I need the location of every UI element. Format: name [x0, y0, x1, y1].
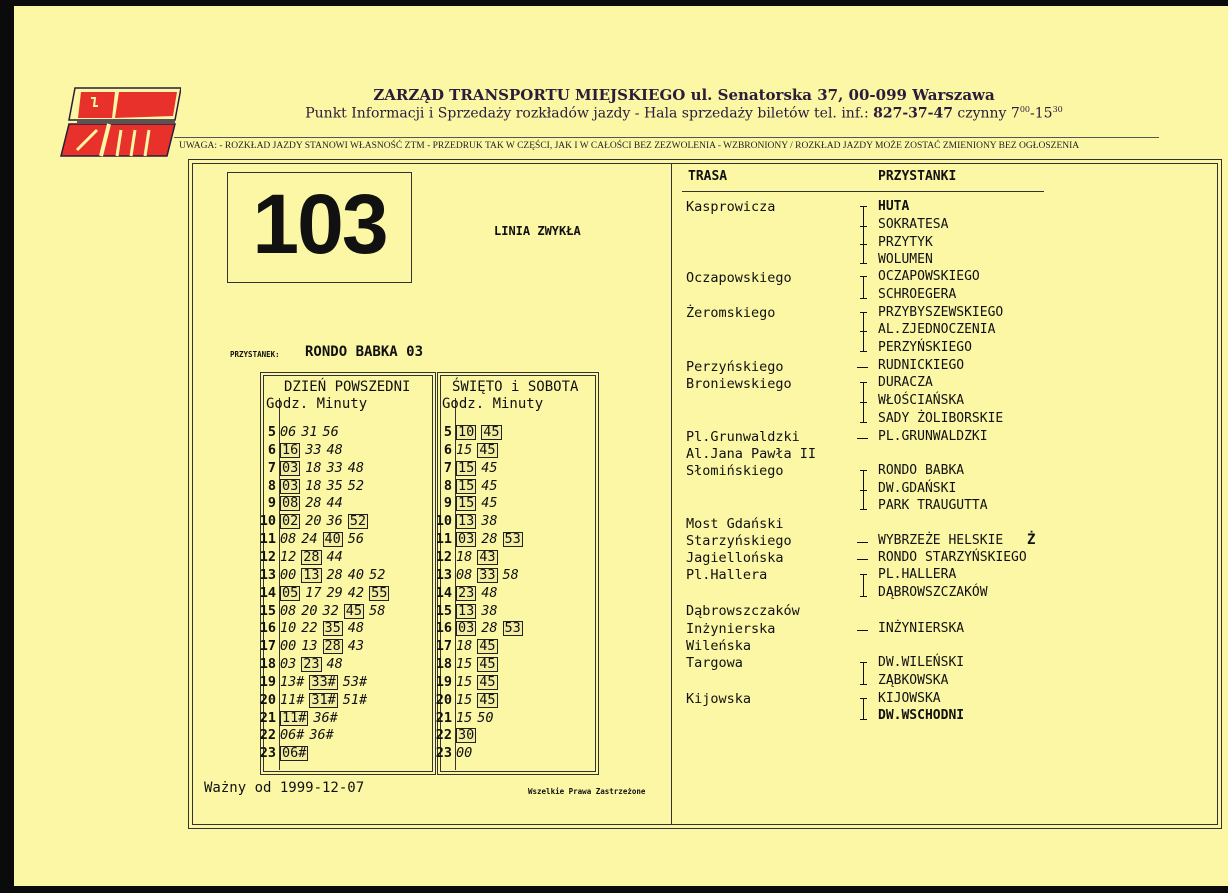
hour-label: 17	[259, 638, 276, 655]
stop-item: DĄBROWSZCZAKÓW	[878, 585, 988, 600]
stop-name: RONDO BABKA 03	[305, 344, 424, 360]
departure-minute: 06#	[280, 727, 305, 744]
warning-notice: UWAGA: - ROZKŁAD JAZDY STANOWI WŁASNOŚĆ ZTM - PRZEDRUK TAK W CZĘŚCI, JAK I W CAŁOŚCI BEZ ZEZWOLENIA - WZBRONIONY / ROZKŁAD JAZDY MOŻE ZOSTAĆ ZMIENIONY BEZ OGŁOSZENIA	[179, 141, 1080, 151]
departure-minute: 52	[369, 566, 386, 583]
route-dash	[857, 559, 868, 560]
hour-label: 19	[435, 673, 452, 690]
rights-notice: Wszelkie Prawa Zastrzeżone	[528, 787, 646, 796]
stop-item: HUTA	[878, 199, 910, 214]
hour-label: 10	[259, 513, 276, 530]
departure-minute: 56	[322, 424, 339, 440]
stop-item: AL.ZJEDNOCZENIA	[878, 322, 996, 337]
departure-minute: 44	[326, 495, 343, 512]
departure-minute: 28	[481, 620, 498, 637]
street: Kasprowicza	[686, 199, 776, 215]
stop-item: PRZYBYSZEWSKIEGO	[878, 305, 1004, 320]
route-tick	[860, 698, 867, 699]
route-bracket	[863, 574, 864, 596]
info-hours: czynny 7	[952, 105, 1020, 122]
col-przystanki: PRZYSTANKI	[878, 169, 957, 184]
hour-label: 15	[259, 602, 276, 619]
departure-minute: 11#	[282, 709, 307, 726]
route-bracket	[863, 276, 864, 298]
hour-label: 14	[435, 584, 452, 601]
hour-label: 11	[259, 531, 276, 548]
departure-minute: 23	[303, 656, 320, 673]
street: Broniewskiego	[686, 376, 792, 392]
street: Most Gdański	[686, 516, 784, 532]
frame-divider	[671, 164, 672, 824]
departure-minute: 03	[280, 656, 297, 673]
hour-row	[430, 674, 503, 690]
departure-minute: 23	[458, 584, 475, 601]
departure-minute: 15	[456, 709, 473, 726]
col-trasa: TRASA	[688, 169, 728, 184]
stop-item: DURACZA	[878, 375, 933, 390]
stop-item: OCZAPOWSKIEGO	[878, 269, 980, 284]
departure-minute: 18	[456, 548, 473, 565]
hour-row	[254, 567, 390, 583]
departure-minute: 03	[458, 531, 475, 548]
hour-label: 6	[443, 441, 452, 458]
departure-minute: 13	[301, 638, 318, 655]
departure-minute: 58	[502, 566, 519, 583]
hour-row	[254, 478, 369, 494]
stop-item: DW.GDAŃSKI	[878, 481, 957, 496]
route-tick	[860, 662, 867, 663]
departure-minute: 28	[324, 638, 341, 655]
departure-minute: 15	[456, 691, 473, 708]
route-tick	[860, 684, 867, 685]
departure-minute: 45	[479, 691, 496, 708]
stop-item: WŁOŚCIAŃSKA	[878, 393, 965, 408]
departure-minute: 00	[280, 566, 297, 583]
hour-label: 5	[267, 424, 276, 440]
stop-item: PARK TRAUGUTTA	[878, 498, 988, 513]
departure-minute: 33	[305, 441, 322, 458]
stop-item: RONDO STARZYŃSKIEGO	[878, 550, 1027, 565]
departure-minute: 32	[322, 602, 339, 619]
hour-label: 15	[435, 602, 452, 619]
timetable-sheet	[14, 6, 1228, 886]
info-hours-sup: 30	[1052, 105, 1063, 114]
stop-item: SADY ŻOLIBORSKIE	[878, 411, 1004, 426]
departure-minute: 45	[479, 441, 496, 458]
hour-row	[254, 531, 369, 547]
stop-item: ZĄBKOWSKA	[878, 673, 949, 688]
departure-minute: 17	[305, 584, 322, 601]
departure-minute: 13#	[280, 673, 305, 690]
header-title: ZARZĄD TRANSPORTU MIEJSKIEGO ul. Senatorska 37, 00-099 Warszawa	[373, 86, 995, 104]
departure-minute: 40	[324, 531, 341, 548]
departure-minute: 56	[347, 531, 365, 548]
hour-row	[254, 674, 372, 690]
departure-minute: 28	[303, 548, 320, 565]
hour-label: 21	[259, 709, 276, 726]
departure-minute: 13	[303, 566, 320, 583]
departure-minute: 45	[479, 638, 496, 655]
departure-minute: 50	[477, 709, 494, 726]
stop-item: INŻYNIERSKA	[878, 621, 965, 636]
hour-label: 8	[443, 477, 452, 494]
street: Dąbrowszczaków	[686, 603, 800, 619]
departure-minute: 31#	[311, 691, 336, 708]
hour-row	[254, 620, 369, 636]
departure-minute: 08	[280, 602, 297, 619]
departure-minute: 15	[456, 673, 473, 690]
departure-minute: 22	[301, 620, 318, 637]
departure-minute: 20	[301, 602, 318, 619]
departure-minute: 48	[326, 656, 343, 673]
departure-minute: 43	[347, 638, 365, 655]
departure-minute: 28	[326, 566, 343, 583]
hour-label: 19	[259, 673, 276, 690]
departure-minute: 06#	[282, 745, 307, 762]
hour-label: 12	[259, 548, 276, 565]
hour-row	[430, 692, 503, 708]
hour-row	[430, 495, 503, 511]
route-tick	[860, 509, 867, 510]
departure-minute: 45	[479, 656, 496, 673]
street: Kijowska	[686, 691, 752, 707]
hour-row	[254, 460, 369, 476]
stop-item: PRZYTYK	[878, 235, 933, 250]
hour-row	[430, 656, 503, 672]
departure-minute: 18	[305, 459, 322, 476]
route-tick	[860, 226, 867, 227]
departure-minute: 00	[280, 638, 297, 655]
hour-label: 23	[435, 745, 452, 762]
stop-item: RONDO BABKA	[878, 463, 965, 478]
departure-minute: 38	[481, 513, 498, 530]
header-divider	[174, 137, 1159, 138]
departure-minute: 36#	[313, 709, 338, 726]
hour-row	[430, 424, 507, 440]
departure-minute: 11#	[280, 691, 305, 708]
hour-label: 20	[435, 691, 452, 708]
route-tick	[860, 276, 867, 277]
departure-minute: 10	[458, 424, 475, 440]
hour-row	[430, 442, 503, 458]
hour-label: 11	[435, 531, 452, 548]
route-tick	[860, 596, 867, 597]
departure-minute: 52	[347, 477, 365, 494]
departure-minute: 36#	[309, 727, 334, 744]
hour-row	[430, 585, 503, 601]
weekday-title: DZIEŃ POWSZEDNI	[284, 379, 411, 395]
hour-label: 21	[435, 709, 452, 726]
hour-label: 10	[435, 513, 452, 530]
street: Targowa	[686, 655, 743, 671]
hour-label: 13	[259, 566, 276, 583]
street: Wileńska	[686, 638, 752, 654]
departure-minute: 16	[282, 441, 299, 458]
stop-item: KIJOWSKA	[878, 691, 941, 706]
route-tick	[860, 244, 867, 245]
street: Żeromskiego	[686, 305, 776, 321]
route-tick	[860, 312, 867, 313]
hour-label: 13	[435, 566, 452, 583]
ztm-logo-icon	[57, 84, 181, 158]
route-tick	[860, 206, 867, 207]
hour-row	[254, 692, 372, 708]
route-dash	[857, 438, 868, 439]
stop-item: DW.WILEŃSKI	[878, 655, 965, 670]
hour-label: 8	[267, 477, 276, 494]
street: Pl.Grunwaldzki	[686, 429, 800, 445]
departure-minute: 45	[345, 602, 363, 619]
valid-from: Ważny od 1999-12-07	[204, 780, 365, 796]
departure-minute: 45	[479, 673, 496, 690]
route-tick	[860, 719, 867, 720]
holiday-title: ŚWIĘTO i SOBOTA	[452, 379, 579, 395]
departure-minute: 38	[481, 602, 498, 619]
departure-minute: 35	[326, 477, 343, 494]
route-tick	[860, 574, 867, 575]
street: Pl.Hallera	[686, 567, 768, 583]
departure-minute: 29	[326, 584, 343, 601]
departure-minute: 33	[326, 459, 343, 476]
weekday-cols: Godz. Minuty	[266, 396, 368, 412]
street: Oczapowskiego	[686, 270, 792, 286]
hour-row	[430, 710, 499, 726]
stop-item: PERZYŃSKIEGO	[878, 340, 972, 355]
departure-minute: 40	[347, 566, 365, 583]
hour-label: 12	[435, 548, 452, 565]
info-hours-sup: 00	[1019, 105, 1031, 114]
hour-row	[430, 531, 528, 547]
hour-row	[254, 495, 348, 511]
hour-row	[254, 603, 390, 619]
route-tick	[860, 263, 867, 264]
line-number: 103	[252, 177, 387, 271]
hour-row	[430, 638, 503, 654]
hour-row	[254, 727, 339, 743]
street: Perzyńskiego	[686, 359, 784, 375]
departure-minute: 18	[456, 638, 473, 655]
hour-label: 14	[259, 584, 276, 601]
departure-minute: 06	[280, 424, 297, 440]
hour-label: 23	[259, 745, 276, 762]
stop-item: SCHROEGERA	[878, 287, 957, 302]
header-info	[184, 105, 1184, 122]
hour-row	[430, 478, 503, 494]
hour-row	[430, 603, 503, 619]
departure-minute: 13	[458, 602, 475, 619]
hour-label: 16	[435, 620, 452, 637]
departure-minute: 03	[282, 477, 299, 494]
departure-minute: 48	[326, 441, 343, 458]
route-tick	[860, 382, 867, 383]
z-flag: Ż	[1027, 532, 1036, 548]
route-tick	[860, 331, 867, 332]
route-tick	[860, 490, 867, 491]
stop-item: WYBRZEŻE HELSKIE	[878, 533, 1004, 548]
stop-item: RUDNICKIEGO	[878, 358, 965, 373]
stop-item: DW.WSCHODNI	[878, 708, 965, 723]
route-tick	[860, 470, 867, 471]
departure-minute: 31	[301, 424, 318, 440]
departure-minute: 10	[280, 620, 297, 637]
hour-row	[254, 513, 373, 529]
street: Inżynierska	[686, 621, 776, 637]
departure-minute: 15	[456, 656, 473, 673]
street: Słomińskiego	[686, 463, 784, 479]
departure-minute: 05	[282, 584, 299, 601]
departure-minute: 20	[305, 513, 322, 530]
departure-minute: 53#	[342, 673, 368, 690]
departure-minute: 48	[347, 620, 365, 637]
departure-minute: 53	[504, 620, 521, 637]
hour-label: 5	[443, 424, 452, 440]
hour-label: 16	[259, 620, 276, 637]
route-dash	[857, 367, 868, 368]
departure-minute: 18	[305, 477, 322, 494]
hour-label: 22	[435, 727, 452, 744]
departure-minute: 12	[280, 548, 297, 565]
hour-row	[430, 567, 524, 583]
departure-minute: 52	[349, 513, 367, 530]
departure-minute: 15	[458, 495, 475, 512]
hour-label: 9	[443, 495, 452, 512]
departure-minute: 48	[481, 584, 498, 601]
hour-row	[254, 585, 394, 601]
departure-minute: 28	[305, 495, 322, 512]
departure-minute: 00	[456, 745, 473, 762]
hour-row	[254, 549, 348, 565]
departure-minute: 03	[458, 620, 475, 637]
route-tick	[860, 351, 867, 352]
hour-row	[430, 745, 477, 761]
hour-label: 7	[267, 459, 276, 476]
route-header-rule	[682, 191, 1044, 192]
info-phone: 827-37-47	[873, 105, 953, 122]
departure-minute: 03	[282, 459, 299, 476]
stop-label: PRZYSTANEK:	[230, 350, 280, 359]
hour-row	[254, 710, 343, 726]
street: Al.Jana Pawła II	[686, 446, 817, 462]
stop-item: PL.GRUNWALDZKI	[878, 429, 988, 444]
stop-item: SOKRATESA	[878, 217, 949, 232]
route-dash	[857, 630, 868, 631]
departure-minute: 44	[326, 548, 343, 565]
hour-row	[430, 620, 528, 636]
route-tick	[860, 298, 867, 299]
departure-minute: 53	[504, 531, 521, 548]
departure-minute: 08	[280, 531, 297, 548]
hour-row	[430, 513, 503, 529]
route-bracket	[863, 698, 864, 719]
street: Jagiellońska	[686, 550, 784, 566]
departure-minute: 08	[282, 495, 299, 512]
line-type: LINIA ZWYKŁA	[494, 224, 581, 238]
departure-minute: 58	[369, 602, 386, 619]
departure-minute: 15	[458, 477, 475, 494]
departure-minute: 55	[371, 584, 388, 601]
info-hours-mid: -15	[1030, 105, 1053, 122]
hour-label: 18	[435, 656, 452, 673]
departure-minute: 15	[456, 441, 473, 458]
departure-minute: 35	[324, 620, 341, 637]
departure-minute: 45	[483, 424, 500, 440]
route-bracket	[863, 206, 864, 263]
hour-row	[254, 745, 313, 761]
departure-minute: 45	[481, 477, 498, 494]
departure-minute: 08	[456, 566, 473, 583]
hour-row	[254, 638, 369, 654]
departure-minute: 02	[282, 513, 299, 530]
departure-minute: 15	[458, 459, 475, 476]
hour-row	[430, 460, 503, 476]
street: Starzyńskiego	[686, 533, 792, 549]
departure-minute: 28	[481, 531, 498, 548]
route-tick	[860, 422, 867, 423]
hour-label: 7	[443, 459, 452, 476]
stop-item: PL.HALLERA	[878, 567, 957, 582]
route-bracket	[863, 662, 864, 684]
route-dash	[857, 542, 868, 543]
departure-minute: 51#	[342, 691, 368, 708]
departure-minute: 45	[481, 459, 498, 476]
departure-minute: 48	[347, 459, 365, 476]
info-text: Punkt Informacji i Sprzedaży rozkładów jazdy - Hala sprzedaży biletów tel. inf.:	[305, 105, 874, 122]
route-tick	[860, 402, 867, 403]
departure-minute: 45	[481, 495, 498, 512]
hour-row	[430, 727, 481, 743]
hour-label: 17	[435, 638, 452, 655]
hour-row	[254, 656, 348, 672]
hour-label: 6	[267, 441, 276, 458]
hour-row	[430, 549, 503, 565]
hour-label: 20	[259, 691, 276, 708]
departure-minute: 24	[301, 531, 318, 548]
hour-row	[254, 424, 344, 440]
departure-minute: 13	[458, 513, 475, 530]
departure-minute: 33#	[311, 673, 336, 690]
hour-row	[254, 442, 348, 458]
stop-item: WOLUMEN	[878, 252, 933, 267]
holiday-cols: Godz. Minuty	[442, 396, 544, 412]
departure-minute: 33	[479, 566, 496, 583]
hour-label: 18	[259, 656, 276, 673]
departure-minute: 36	[326, 513, 343, 530]
departure-minute: 30	[458, 727, 475, 744]
departure-minute: 42	[347, 584, 365, 601]
hour-label: 22	[259, 727, 276, 744]
departure-minute: 43	[479, 548, 496, 565]
hour-label: 9	[267, 495, 276, 512]
